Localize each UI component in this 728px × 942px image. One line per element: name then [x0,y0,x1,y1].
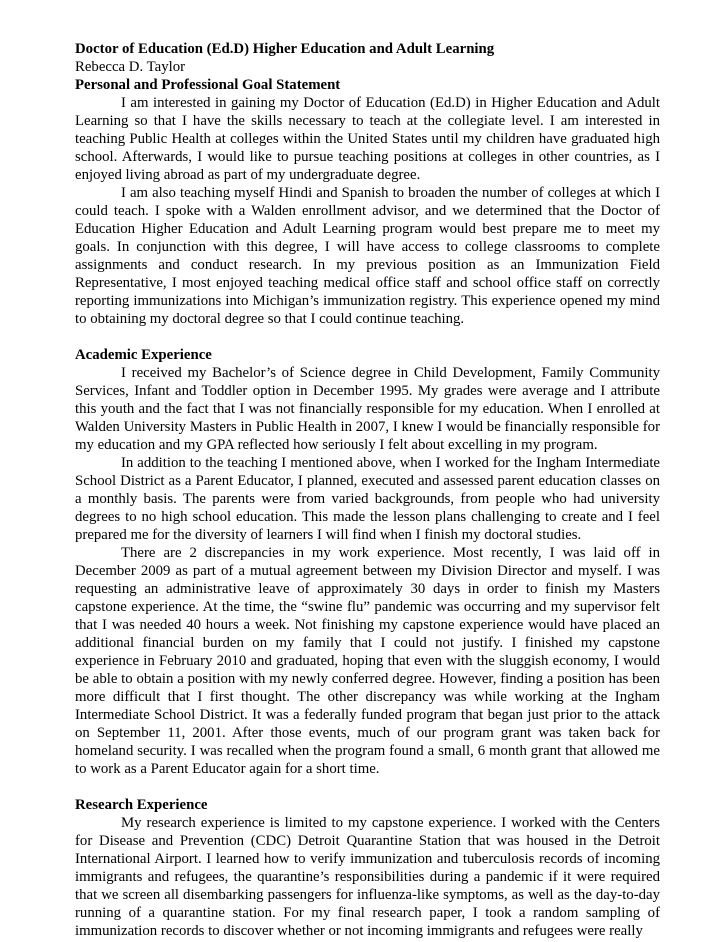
program-title: Doctor of Education (Ed.D) Higher Education and Adult Learning [75,41,495,57]
section-spacer [75,328,660,346]
goal-statement-heading: Personal and Professional Goal Statement [75,77,341,93]
research-paragraph: My research experience is limited to my capstone experience. I worked with the Centers for Disease and Prevention (CDC) Detroit Quarantine Station that was housed in the Detroit International Airport. I learned how to verify immunization and tuberculosis records of incoming immigrants and refugees, the quarantine’s responsibilities during a pandemic if it were required that we screen all disembarking passengers for influenza-like symptoms, as well as the day-to-day running of a quarantine station. For my final research paper, I took a random sampling of immunization records to discover whether or not incoming immigrants and refugees were really [75,815,660,939]
academic-paragraph: I received my Bachelor’s of Science degree in Child Development, Family Community Services, Infant and Toddler option in December 1995. My grades were average and I attribute this youth and the fact that I was not financially responsible for my education. When I enrolled at Walden University Masters in Public Health in 2007, I knew I would be financially responsible for my education and my GPA reflected how seriously I felt about excelling in my program. [75,365,660,453]
goal-paragraph: I am also teaching myself Hindi and Spanish to broaden the number of colleges at which I could teach. I spoke with a Walden enrollment advisor, and we determined that the Doctor of Education Higher Education and Adult Learning program would best prepare me to meet my goals. In conjunction with this degree, I will have access to college classrooms to complete assignments and conduct research. In my previous position as an Immunization Field Representative, I most enjoyed teaching medical office staff and school office staff on correctly reporting immunizations into Michigan’s immunization registry. This experience opened my mind to obtaining my doctoral degree so that I could continue teaching. [75,185,660,327]
research-experience-heading: Research Experience [75,797,208,813]
author-name: Rebecca D. Taylor [75,59,186,75]
academic-paragraph: There are 2 discrepancies in my work experience. Most recently, I was laid off in December 2009 as part of a mutual agreement between my Division Director and myself. I was requesting an administrative leave of approximately 30 days in order to finish my Masters capstone experience. At the time, the “swine flu” pandemic was occurring and my supervisor felt that I was needed 40 hours a week. Not finishing my capstone experience would have placed an additional financial burden on my family that I could not justify. I finished my capstone experience in February 2010 and graduated, hoping that even with the sluggish economy, I would be able to obtain a position with my newly conferred degree. However, finding a position has been more difficult that I first thought. The other discrepancy was while working at the Ingham Intermediate School District. It was a federally funded program that began just prior to the attack on September 11, 2001. After those events, much of our program grant was taken back for homeland security. I was recalled when the program found a small, 6 month grant that allowed me to work as a Parent Educator again for a short time. [75,545,660,777]
goal-paragraph: I am interested in gaining my Doctor of Education (Ed.D) in Higher Education and Adult Learning so that I have the skills necessary to teach at the collegiate level. I am interested in teaching Public Health at colleges within the United States until my children have graduated high school. Afterwards, I would like to pursue teaching positions at colleges in other countries, as I enjoyed living abroad as part of my undergraduate degree. [75,95,660,183]
academic-paragraph: In addition to the teaching I mentioned above, when I worked for the Ingham Intermediate School District as a Parent Educator, I planned, executed and assessed parent education classes on a monthly basis. The parents were from varied backgrounds, from people who had university degrees to no high school education. This made the lesson plans challenging to create and I feel prepared me for the diversity of learners I will find when I finish my doctoral studies. [75,455,660,543]
section-spacer [75,778,660,796]
academic-experience-heading: Academic Experience [75,347,212,363]
document-page [75,40,660,940]
